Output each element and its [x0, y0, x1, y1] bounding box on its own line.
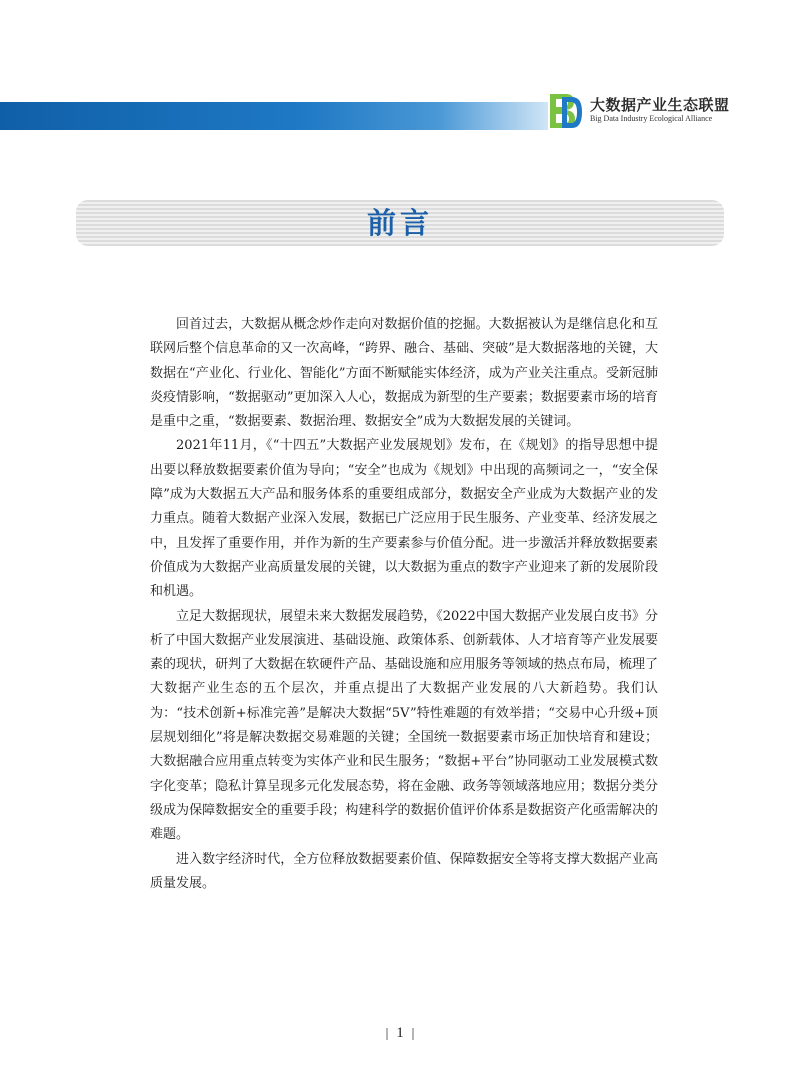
page-number-left-bar	[386, 1028, 388, 1040]
logo-english-name: Big Data Industry Ecological Alliance	[590, 114, 713, 123]
paragraph-4: 进入数字经济时代，全方位释放数据要素价值、保障数据安全等将支撑大数据产业高质量发展。	[150, 851, 658, 891]
page-number-value: 1	[396, 1025, 404, 1041]
paragraph-2: 2021年11月，《“十四五”大数据产业发展规划》发布，在《规划》的指导思想中提出要以释放数据要素价值为导向；“安全”也成为《规划》中出现的高频词之一，“安全保障”成为大数据五大产品和服务体系的重要组成部分，数据安全产业成为大数据产业的发力重点。随着大数据产业深入发展，数据已广泛应用于民生服务、产业变革、经济发展之中，且发挥了重要作用，并作为新的生产要素参与价值分配。进一步激活并释放数据要素价值成为大数据产业高质量发展的关键，以大数据为重点的数字产业迎来了新的发展阶段和机遇。	[150, 438, 658, 600]
logo-chinese-name: 大数据产业生态联盟	[590, 96, 730, 114]
page-number	[0, 1025, 800, 1042]
header-band	[0, 102, 548, 130]
page-number-right-bar	[412, 1028, 414, 1040]
page-title: 前言	[366, 206, 433, 240]
bd-logo-icon	[548, 92, 584, 130]
body-text	[150, 313, 658, 896]
alliance-logo	[548, 92, 748, 134]
paragraph-1: 回首过去，大数据从概念炒作走向对数据价值的挖掘。大数据被认为是继信息化和互联网后整个信息革命的又一次高峰，“跨界、融合、基础、突破”是大数据落地的关键，大数据在“产业化、行业化、智能化”方面不断赋能实体经济，成为产业关注重点。受新冠肺炎疫情影响，“数据驱动”更加深入人心，数据成为新型的生产要素；数据要素市场的培育是重中之重，“数据要素、数据治理、数据安全”成为大数据发展的关键词。	[150, 317, 658, 430]
paragraph-3: 立足大数据现状，展望未来大数据发展趋势，《2022中国大数据产业发展白皮书》分析了中国大数据产业发展演进、基础设施、政策体系、创新载体、人才培育等产业发展要素的现状，研判了大数据在软硬件产品、基础设施和应用服务等领域的热点布局，梳理了大数据产业生态的五个层次，并重点提出了大数据产业发展的八大新趋势。我们认为：“技术创新+标准完善”是解决大数据“5V”特性难题的有效举措；“交易中心升级+顶层规划细化”将是解决数据交易难题的关键；全国统一数据要素市场正加快培育和建设；大数据融合应用重点转变为实体产业和民生服务；“数据+平台”协同驱动工业发展模式数字化变革；隐私计算呈现多元化发展态势，将在金融、政务等领域落地应用；数据分类分级成为保障数据安全的重要手段；构建科学的数据价值评价体系是数据资产化亟需解决的难题。	[150, 608, 658, 843]
